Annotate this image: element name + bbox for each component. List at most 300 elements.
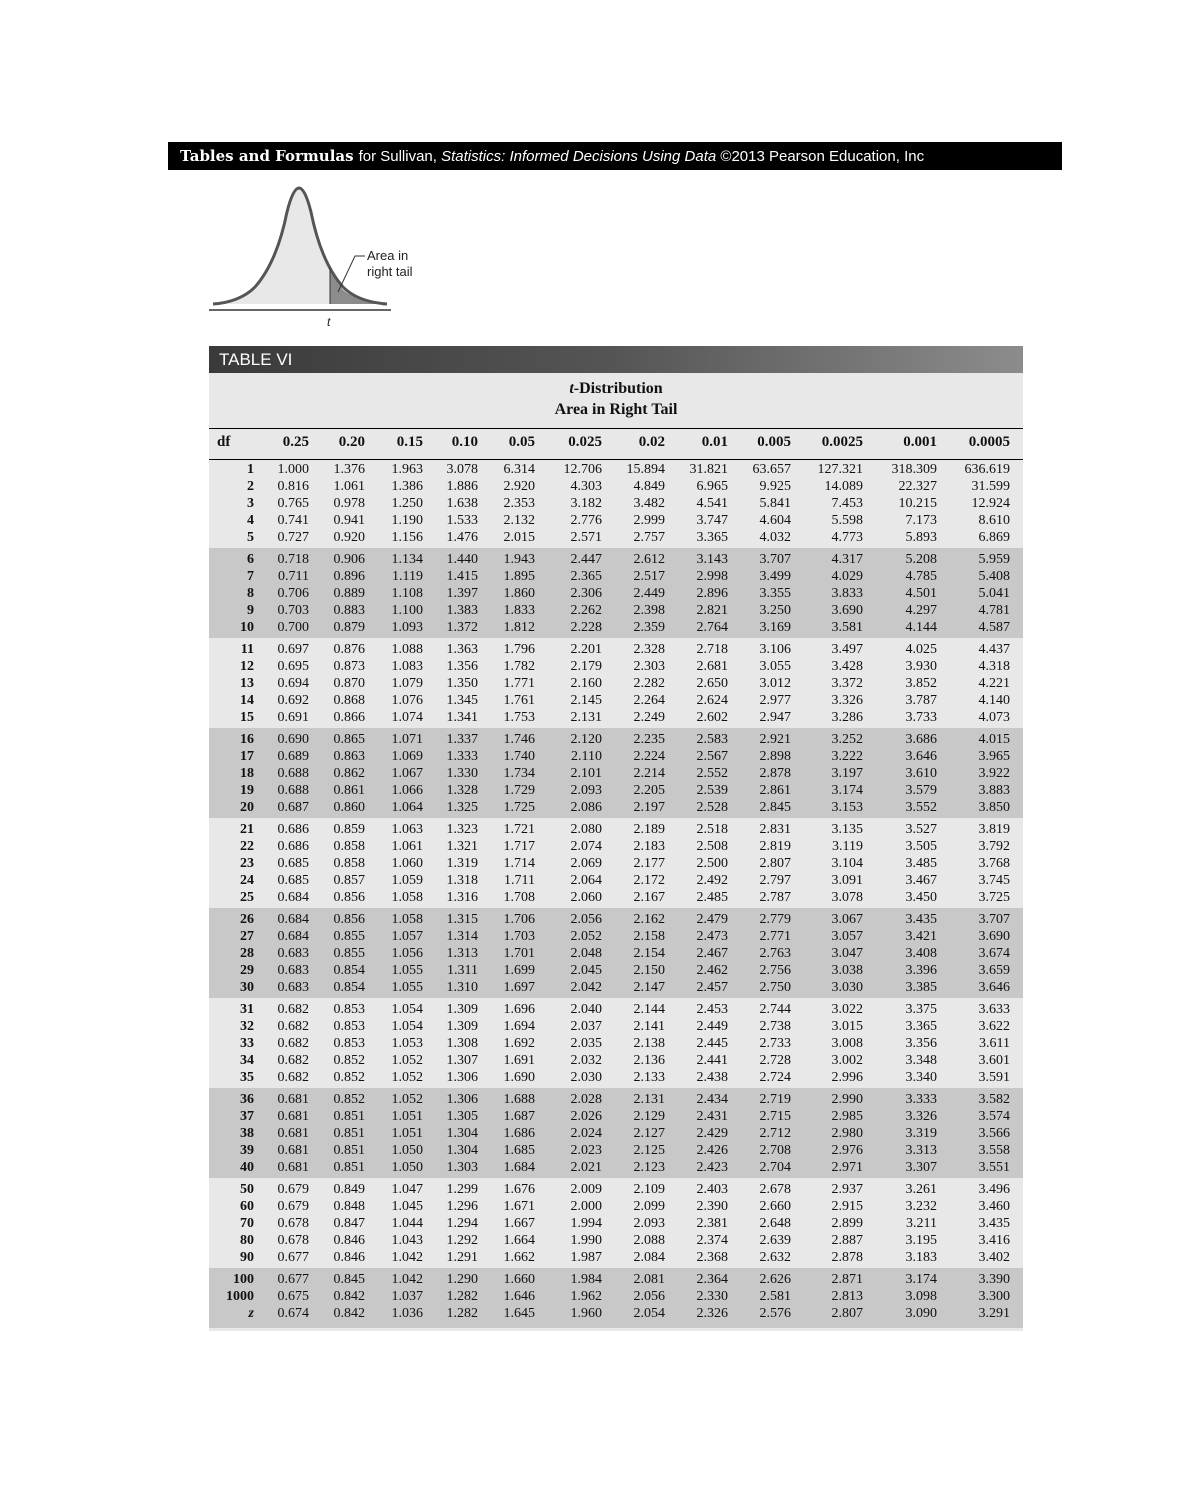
critical-value-cell: 0.858 (333, 839, 365, 854)
critical-value-cell: 3.582 (978, 1092, 1010, 1107)
df-cell: 39 (240, 1143, 254, 1158)
critical-value-cell: 1.987 (570, 1250, 602, 1265)
df-cell: 14 (240, 693, 254, 708)
critical-value-cell: 3.552 (905, 800, 937, 815)
critical-value-cell: 3.153 (831, 800, 863, 815)
critical-value-cell: 1.363 (446, 642, 478, 657)
critical-value-cell: 2.123 (633, 1160, 665, 1175)
table-row (209, 1249, 1023, 1266)
critical-value-cell: 3.819 (978, 822, 1010, 837)
page-header (168, 142, 1062, 170)
critical-value-cell: 1.782 (503, 659, 535, 674)
critical-value-cell: 3.622 (978, 1019, 1010, 1034)
critical-value-cell: 1.083 (391, 659, 423, 674)
critical-value-cell: 2.364 (696, 1272, 728, 1287)
critical-value-cell: 2.088 (633, 1233, 665, 1248)
critical-value-cell: 2.030 (570, 1070, 602, 1085)
critical-value-cell: 2.712 (759, 1126, 791, 1141)
critical-value-cell: 2.042 (570, 980, 602, 995)
critical-value-cell: 2.368 (696, 1250, 728, 1265)
critical-value-cell: 1.664 (503, 1233, 535, 1248)
table-row (209, 962, 1023, 979)
critical-value-cell: 1.250 (391, 496, 423, 511)
critical-value-cell: 1.059 (391, 873, 423, 888)
critical-value-cell: 0.868 (333, 693, 365, 708)
critical-value-cell: 0.896 (333, 569, 365, 584)
critical-value-cell: 3.012 (759, 676, 791, 691)
critical-value-cell: 5.208 (905, 552, 937, 567)
critical-value-cell: 1.050 (391, 1143, 423, 1158)
critical-value-cell: 3.883 (978, 783, 1010, 798)
column-header-0.0025: 0.0025 (821, 434, 863, 450)
critical-value-cell: 1.054 (391, 1002, 423, 1017)
critical-value-cell: 2.054 (633, 1306, 665, 1321)
critical-value-cell: 3.030 (831, 980, 863, 995)
t-axis-label: t (327, 315, 331, 329)
critical-value-cell: 2.040 (570, 1002, 602, 1017)
critical-value-cell: 4.317 (831, 552, 863, 567)
critical-value-cell: 0.978 (333, 496, 365, 511)
critical-value-cell: 3.497 (831, 642, 863, 657)
critical-value-cell: 2.632 (759, 1250, 791, 1265)
critical-value-cell: 1.690 (503, 1070, 535, 1085)
column-header-0.05: 0.05 (508, 434, 535, 450)
critical-value-cell: 2.093 (633, 1216, 665, 1231)
table-caption (209, 373, 1023, 420)
critical-value-cell: 5.841 (759, 496, 791, 511)
critical-value-cell: 6.869 (978, 530, 1010, 545)
critical-value-cell: 1.696 (503, 1002, 535, 1017)
table-row (209, 821, 1023, 838)
critical-value-cell: 2.733 (759, 1036, 791, 1051)
critical-value-cell: 1.476 (446, 530, 478, 545)
critical-value-cell: 2.131 (570, 710, 602, 725)
critical-value-cell: 2.681 (696, 659, 728, 674)
critical-value-cell: 0.681 (277, 1092, 309, 1107)
critical-value-cell: 2.462 (696, 963, 728, 978)
critical-value-cell: 0.706 (277, 586, 309, 601)
df-cell: 70 (240, 1216, 254, 1231)
critical-value-cell: 1.703 (503, 929, 535, 944)
critical-value-cell: 2.750 (759, 980, 791, 995)
critical-value-cell: 3.078 (446, 462, 478, 477)
critical-value-cell: 2.738 (759, 1019, 791, 1034)
critical-value-cell: 31.821 (689, 462, 728, 477)
critical-value-cell: 5.408 (978, 569, 1010, 584)
critical-value-cell: 0.865 (333, 732, 365, 747)
critical-value-cell: 1.316 (446, 890, 478, 905)
critical-value-cell: 1.064 (391, 800, 423, 815)
row-group (209, 998, 1023, 1088)
critical-value-cell: 0.858 (333, 856, 365, 871)
table-row (209, 1018, 1023, 1035)
df-cell: 3 (247, 496, 254, 511)
critical-value-cell: 1.708 (503, 890, 535, 905)
critical-value-cell: 2.715 (759, 1109, 791, 1124)
critical-value-cell: 0.687 (277, 800, 309, 815)
critical-value-cell: 1.319 (446, 856, 478, 871)
row-group (209, 1088, 1023, 1178)
critical-value-cell: 0.862 (333, 766, 365, 781)
critical-value-cell: 3.090 (905, 1306, 937, 1321)
critical-value-cell: 3.169 (759, 620, 791, 635)
table-row (209, 748, 1023, 765)
critical-value-cell: 0.700 (277, 620, 309, 635)
critical-value-cell: 2.084 (633, 1250, 665, 1265)
table-row (209, 799, 1023, 816)
critical-value-cell: 2.718 (696, 642, 728, 657)
critical-value-cell: 0.854 (333, 980, 365, 995)
critical-value-cell: 2.508 (696, 839, 728, 854)
critical-value-cell: 4.604 (759, 513, 791, 528)
critical-value-cell: 2.101 (570, 766, 602, 781)
table-row (209, 1181, 1023, 1198)
critical-value-cell: 0.854 (333, 963, 365, 978)
critical-value-cell: 1.190 (391, 513, 423, 528)
critical-value-cell: 1.134 (391, 552, 423, 567)
critical-value-cell: 4.140 (978, 693, 1010, 708)
critical-value-cell: 2.141 (633, 1019, 665, 1034)
table-row (209, 495, 1023, 512)
critical-value-cell: 0.675 (277, 1289, 309, 1304)
critical-value-cell: 4.015 (978, 732, 1010, 747)
curve-fill (213, 188, 387, 304)
critical-value-cell: 1.328 (446, 783, 478, 798)
table-row (209, 1271, 1023, 1288)
critical-value-cell: 3.551 (978, 1160, 1010, 1175)
critical-value-cell: 1.691 (503, 1053, 535, 1068)
critical-value-cell: 2.517 (633, 569, 665, 584)
critical-value-cell: 0.849 (333, 1182, 365, 1197)
df-cell: 28 (240, 946, 254, 961)
critical-value-cell: 2.660 (759, 1199, 791, 1214)
critical-value-cell: 2.052 (570, 929, 602, 944)
critical-value-cell: 4.849 (633, 479, 665, 494)
critical-value-cell: 1.717 (503, 839, 535, 854)
critical-value-cell: 3.197 (831, 766, 863, 781)
df-cell: 15 (240, 710, 254, 725)
critical-value-cell: 0.692 (277, 693, 309, 708)
table-row (209, 602, 1023, 619)
critical-value-cell: 1.692 (503, 1036, 535, 1051)
column-header-0.001: 0.001 (903, 434, 937, 450)
critical-value-cell: 3.390 (978, 1272, 1010, 1287)
critical-value-cell: 9.925 (759, 479, 791, 494)
critical-value-cell: 1.051 (391, 1126, 423, 1141)
table-title: TABLE VI (209, 346, 1023, 373)
critical-value-cell: 2.390 (696, 1199, 728, 1214)
critical-value-cell: 2.539 (696, 783, 728, 798)
header-brand: Tables and Formulas (180, 147, 354, 165)
critical-value-cell: 1.314 (446, 929, 478, 944)
critical-value-cell: 2.026 (570, 1109, 602, 1124)
critical-value-cell: 2.429 (696, 1126, 728, 1141)
critical-value-cell: 8.610 (978, 513, 1010, 528)
critical-value-cell: 1.076 (391, 693, 423, 708)
critical-value-cell: 3.300 (978, 1289, 1010, 1304)
critical-value-cell: 2.145 (570, 693, 602, 708)
critical-value-cell: 2.081 (633, 1272, 665, 1287)
critical-value-cell: 3.690 (831, 603, 863, 618)
critical-value-cell: 3.365 (696, 530, 728, 545)
critical-value-cell: 2.756 (759, 963, 791, 978)
table-row (209, 979, 1023, 996)
critical-value-cell: 2.381 (696, 1216, 728, 1231)
table-row (209, 928, 1023, 945)
critical-value-cell: 1.061 (333, 479, 365, 494)
critical-value-cell: 2.492 (696, 873, 728, 888)
critical-value-cell: 3.610 (905, 766, 937, 781)
critical-value-cell: 1.058 (391, 912, 423, 927)
critical-value-cell: 1.304 (446, 1143, 478, 1158)
critical-value-cell: 2.999 (633, 513, 665, 528)
df-cell: 11 (240, 642, 254, 657)
critical-value-cell: 2.015 (503, 530, 535, 545)
column-header-0.0005: 0.0005 (968, 434, 1010, 450)
critical-value-cell: 4.032 (759, 530, 791, 545)
critical-value-cell: 1.386 (391, 479, 423, 494)
critical-value-cell: 2.132 (503, 513, 535, 528)
critical-value-cell: 1.688 (503, 1092, 535, 1107)
critical-value-cell: 1.067 (391, 766, 423, 781)
column-header-0.25: 0.25 (282, 434, 309, 450)
critical-value-cell: 0.689 (277, 749, 309, 764)
critical-value-cell: 1.662 (503, 1250, 535, 1265)
critical-value-cell: 2.374 (696, 1233, 728, 1248)
critical-value-cell: 1.066 (391, 783, 423, 798)
critical-value-cell: 0.851 (333, 1126, 365, 1141)
critical-value-cell: 2.069 (570, 856, 602, 871)
critical-value-cell: 6.965 (696, 479, 728, 494)
critical-value-cell: 3.435 (978, 1216, 1010, 1231)
critical-value-cell: 1.323 (446, 822, 478, 837)
critical-value-cell: 1.061 (391, 839, 423, 854)
critical-value-cell: 0.682 (277, 1036, 309, 1051)
critical-value-cell: 2.306 (570, 586, 602, 601)
df-cell: 31 (240, 1002, 254, 1017)
table-row (209, 1232, 1023, 1249)
critical-value-cell: 2.120 (570, 732, 602, 747)
critical-value-cell: 1.074 (391, 710, 423, 725)
critical-value-cell: 127.321 (817, 462, 863, 477)
critical-value-cell: 1.282 (446, 1289, 478, 1304)
critical-value-cell: 2.032 (570, 1053, 602, 1068)
critical-value-cell: 1.000 (277, 462, 309, 477)
critical-value-cell: 2.445 (696, 1036, 728, 1051)
table-row (209, 1305, 1023, 1322)
critical-value-cell: 1.734 (503, 766, 535, 781)
t-distribution-curve-figure (205, 182, 425, 332)
critical-value-cell: 2.878 (831, 1250, 863, 1265)
critical-value-cell: 0.889 (333, 586, 365, 601)
critical-value-cell: 2.064 (570, 873, 602, 888)
critical-value-cell: 1.325 (446, 800, 478, 815)
df-cell: 32 (240, 1019, 254, 1034)
critical-value-cell: 2.177 (633, 856, 665, 871)
critical-value-cell: 0.861 (333, 783, 365, 798)
table-row (209, 529, 1023, 546)
critical-value-cell: 0.920 (333, 530, 365, 545)
critical-value-cell: 0.845 (333, 1272, 365, 1287)
table-row (209, 658, 1023, 675)
df-cell: 17 (240, 749, 254, 764)
critical-value-cell: 2.807 (759, 856, 791, 871)
critical-value-cell: 1.315 (446, 912, 478, 927)
df-cell: 25 (240, 890, 254, 905)
critical-value-cell: 2.125 (633, 1143, 665, 1158)
critical-value-cell: 0.683 (277, 980, 309, 995)
table-row (209, 585, 1023, 602)
row-group (209, 1268, 1023, 1328)
column-header-0.025: 0.025 (568, 434, 602, 450)
critical-value-cell: 1.306 (446, 1070, 478, 1085)
critical-value-cell: 3.852 (905, 676, 937, 691)
critical-value-cell: 1.796 (503, 642, 535, 657)
critical-value-cell: 3.340 (905, 1070, 937, 1085)
critical-value-cell: 1.321 (446, 839, 478, 854)
critical-value-cell: 2.438 (696, 1070, 728, 1085)
table-row (209, 692, 1023, 709)
critical-value-cell: 3.416 (978, 1233, 1010, 1248)
critical-value-cell: 2.183 (633, 839, 665, 854)
critical-value-cell: 2.898 (759, 749, 791, 764)
critical-value-cell: 1.711 (504, 873, 535, 888)
critical-value-cell: 1.291 (446, 1250, 478, 1265)
critical-value-cell: 1.660 (503, 1272, 535, 1287)
critical-value-cell: 2.757 (633, 530, 665, 545)
critical-value-cell: 6.314 (503, 462, 535, 477)
critical-value-cell: 2.831 (759, 822, 791, 837)
critical-value-cell: 3.725 (978, 890, 1010, 905)
critical-value-cell: 0.679 (277, 1199, 309, 1214)
critical-value-cell: 1.533 (446, 513, 478, 528)
header-copyright: ©2013 Pearson Education, Inc (720, 147, 925, 165)
critical-value-cell: 1.812 (503, 620, 535, 635)
critical-value-cell: 3.591 (978, 1070, 1010, 1085)
critical-value-cell: 2.131 (633, 1092, 665, 1107)
critical-value-cell: 1.440 (446, 552, 478, 567)
critical-value-cell: 3.135 (831, 822, 863, 837)
critical-value-cell: 2.899 (831, 1216, 863, 1231)
critical-value-cell: 1.886 (446, 479, 478, 494)
header-book-title: Statistics: Informed Decisions Using Data (441, 147, 717, 165)
critical-value-cell: 1.676 (503, 1182, 535, 1197)
critical-value-cell: 2.861 (759, 783, 791, 798)
critical-value-cell: 3.690 (978, 929, 1010, 944)
critical-value-cell: 2.467 (696, 946, 728, 961)
critical-value-cell: 0.906 (333, 552, 365, 567)
critical-value-cell: 1.645 (503, 1306, 535, 1321)
critical-value-cell: 2.144 (633, 1002, 665, 1017)
table-row (209, 855, 1023, 872)
df-cell: 30 (240, 980, 254, 995)
row-group (209, 728, 1023, 818)
df-cell: 33 (240, 1036, 254, 1051)
critical-value-cell: 2.704 (759, 1160, 791, 1175)
table-row (209, 889, 1023, 906)
critical-value-cell: 0.852 (333, 1092, 365, 1107)
critical-value-cell: 0.851 (333, 1160, 365, 1175)
tail-label-line1: Area in (367, 248, 409, 263)
critical-value-cell: 1.043 (391, 1233, 423, 1248)
critical-value-cell: 1.960 (570, 1306, 602, 1321)
critical-value-cell: 4.297 (905, 603, 937, 618)
critical-value-cell: 1.729 (503, 783, 535, 798)
critical-value-cell: 0.681 (277, 1160, 309, 1175)
critical-value-cell: 1.054 (391, 1019, 423, 1034)
critical-value-cell: 3.646 (978, 980, 1010, 995)
critical-value-cell: 3.098 (905, 1289, 937, 1304)
critical-value-cell: 3.922 (978, 766, 1010, 781)
table-row (209, 1108, 1023, 1125)
critical-value-cell: 2.282 (633, 676, 665, 691)
critical-value-cell: 3.078 (831, 890, 863, 905)
critical-value-cell: 1.045 (391, 1199, 423, 1214)
critical-value-cell: 2.449 (633, 586, 665, 601)
critical-value-cell: 4.144 (905, 620, 937, 635)
critical-value-cell: 2.528 (696, 800, 728, 815)
critical-value-cell: 4.773 (831, 530, 863, 545)
critical-value-cell: 0.688 (277, 783, 309, 798)
critical-value-cell: 1.071 (391, 732, 423, 747)
df-cell: 100 (233, 1272, 254, 1287)
critical-value-cell: 3.022 (831, 1002, 863, 1017)
critical-value-cell: 1.415 (446, 569, 478, 584)
critical-value-cell: 0.688 (277, 766, 309, 781)
critical-value-cell: 0.765 (277, 496, 309, 511)
critical-value-cell: 0.846 (333, 1250, 365, 1265)
critical-value-cell: 2.708 (759, 1143, 791, 1158)
critical-value-cell: 3.002 (831, 1053, 863, 1068)
critical-value-cell: 2.977 (759, 693, 791, 708)
df-cell: 19 (240, 783, 254, 798)
critical-value-cell: 1.701 (503, 946, 535, 961)
critical-value-cell: 2.602 (696, 710, 728, 725)
critical-value-cell: 1.119 (392, 569, 423, 584)
table-row (209, 1035, 1023, 1052)
critical-value-cell: 2.976 (831, 1143, 863, 1158)
critical-value-cell: 0.681 (277, 1109, 309, 1124)
critical-value-cell: 1.753 (503, 710, 535, 725)
critical-value-cell: 1.079 (391, 676, 423, 691)
critical-value-cell: 3.038 (831, 963, 863, 978)
caption-t: t (569, 380, 574, 397)
table-row (209, 1125, 1023, 1142)
critical-value-cell: 1.307 (446, 1053, 478, 1068)
df-cell: 1000 (226, 1289, 254, 1304)
critical-value-cell: 3.499 (759, 569, 791, 584)
critical-value-cell: 2.328 (633, 642, 665, 657)
critical-value-cell: 4.025 (905, 642, 937, 657)
critical-value-cell: 0.851 (333, 1109, 365, 1124)
critical-value-cell: 1.290 (446, 1272, 478, 1287)
table-row (209, 461, 1023, 478)
critical-value-cell: 2.365 (570, 569, 602, 584)
critical-value-cell: 2.787 (759, 890, 791, 905)
critical-value-cell: 0.686 (277, 839, 309, 854)
critical-value-cell: 2.771 (759, 929, 791, 944)
critical-value-cell: 2.500 (696, 856, 728, 871)
table-row (209, 619, 1023, 636)
df-cell: 90 (240, 1250, 254, 1265)
critical-value-cell: 2.431 (696, 1109, 728, 1124)
critical-value-cell: 2.024 (570, 1126, 602, 1141)
table-row (209, 1069, 1023, 1086)
critical-value-cell: 2.028 (570, 1092, 602, 1107)
critical-value-cell: 1.699 (503, 963, 535, 978)
critical-value-cell: 1.667 (503, 1216, 535, 1231)
table-row (209, 911, 1023, 928)
